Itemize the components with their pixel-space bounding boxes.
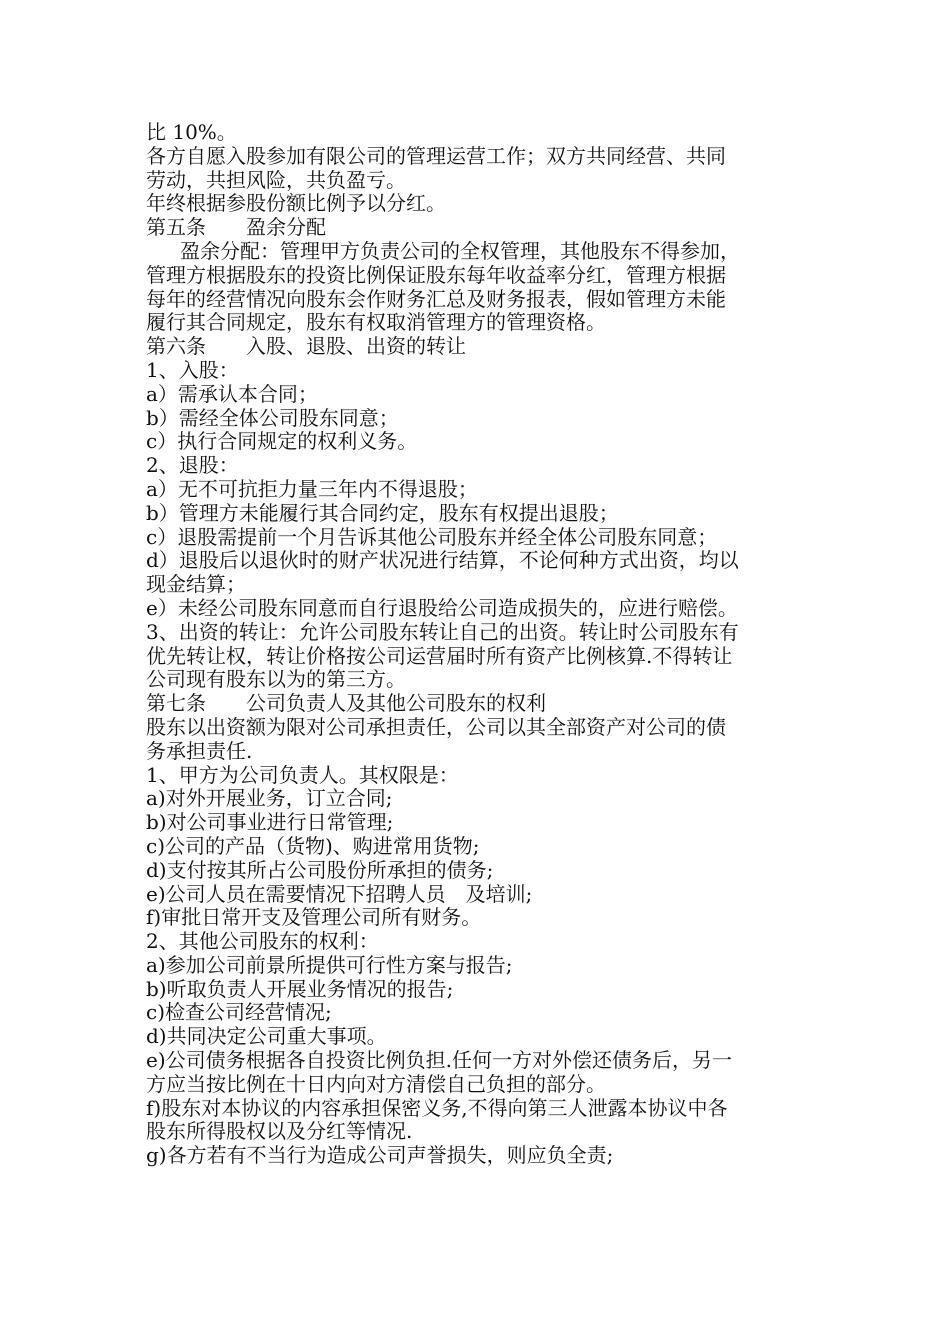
document-line: f)股东对本协议的内容承担保密义务,不得向第三人泄露本协议中各	[146, 1096, 728, 1120]
document-line: g)各方若有不当行为造成公司声誉损失，则应负全责;	[146, 1144, 614, 1168]
document-line: 年终根据参股份额比例予以分红。	[146, 192, 446, 216]
document-line: 优先转让权，转让价格按公司运营届时所有资产比例核算.不得转让	[146, 644, 733, 668]
document-line: a）无不可抗拒力量三年内不得退股；	[146, 477, 478, 501]
document-line: b)听取负责人开展业务情况的报告;	[146, 977, 454, 1001]
document-line: 1、甲方为公司负责人。其权限是：	[146, 763, 459, 787]
document-line: d）退股后以退伙时的财产状况进行结算，不论何种方式出资，均以	[146, 549, 739, 573]
document-line: 方应当按比例在十日内向对方清偿自己负担的部分。	[146, 1072, 606, 1096]
document-line: e)公司人员在需要情况下招聘人员 及培训;	[146, 882, 533, 906]
document-line: 第五条 盈余分配	[146, 216, 326, 240]
document-line: 务承担责任.	[146, 739, 253, 763]
document-line: 盈余分配：管理甲方负责公司的全权管理，其他股东不得参加，	[180, 239, 740, 263]
document-line: c)检查公司经营情况;	[146, 1001, 332, 1025]
document-line: e)公司债务根据各自投资比例负担.任何一方对外偿还债务后，另一	[146, 1049, 732, 1073]
document-line: 3、出资的转让：允许公司股东转让自己的出资。转让时公司股东有	[146, 620, 739, 644]
document-line: 履行其合同规定，股东有权取消管理方的管理资格。	[146, 311, 606, 335]
document-line: c)公司的产品（货物)、购进常用货物;	[146, 834, 480, 858]
document-line: f)审批日常开支及管理公司所有财务。	[146, 906, 482, 930]
document-line: 每年的经营情况向股东会作财务汇总及财务报表，假如管理方未能	[146, 287, 726, 311]
document-line: 各方自愿入股参加有限公司的管理运营工作；双方共同经营、共同	[146, 144, 726, 168]
document-line: 比 10%。	[146, 121, 237, 144]
document-line: d)支付按其所占公司股份所承担的债务;	[146, 858, 494, 882]
document-body	[146, 121, 814, 1168]
document-line: d)共同决定公司重大事项。	[146, 1025, 387, 1049]
document-line: e）未经公司股东同意而自行退股给公司造成损失的，应进行赔偿。	[146, 596, 738, 620]
document-line: c）退股需提前一个月告诉其他公司股东并经全体公司股东同意；	[146, 525, 718, 549]
document-line: a)参加公司前景所提供可行性方案与报告;	[146, 953, 513, 977]
document-page	[146, 121, 814, 1168]
document-line: a）需承认本合同；	[146, 382, 318, 406]
document-line: 股东所得股权以及分红等情况.	[146, 1120, 413, 1144]
document-line: 第六条 入股、退股、出资的转让	[146, 335, 466, 359]
document-line: c）执行合同规定的权利义务。	[146, 430, 418, 454]
document-line: 第七条 公司负责人及其他公司股东的权利	[146, 692, 546, 716]
document-line: a)对外开展业务，订立合同;	[146, 787, 393, 811]
document-line: b)对公司事业进行日常管理;	[146, 811, 394, 835]
document-line: 2、退股：	[146, 454, 239, 478]
document-line: b）管理方未能履行其合同约定，股东有权提出退股；	[146, 501, 619, 525]
document-line: 现金结算；	[146, 573, 246, 597]
document-line: 股东以出资额为限对公司承担责任，公司以其全部资产对公司的债	[146, 715, 726, 739]
document-line: 1、入股：	[146, 358, 239, 382]
document-line: 2、其他公司股东的权利：	[146, 930, 379, 954]
document-line: 公司现有股东以为的第三方。	[146, 668, 406, 692]
document-line: b）需经全体公司股东同意；	[146, 406, 399, 430]
document-line: 劳动，共担风险，共负盈亏。	[146, 168, 406, 192]
document-line: 管理方根据股东的投资比例保证股东每年收益率分红，管理方根据	[146, 263, 726, 287]
